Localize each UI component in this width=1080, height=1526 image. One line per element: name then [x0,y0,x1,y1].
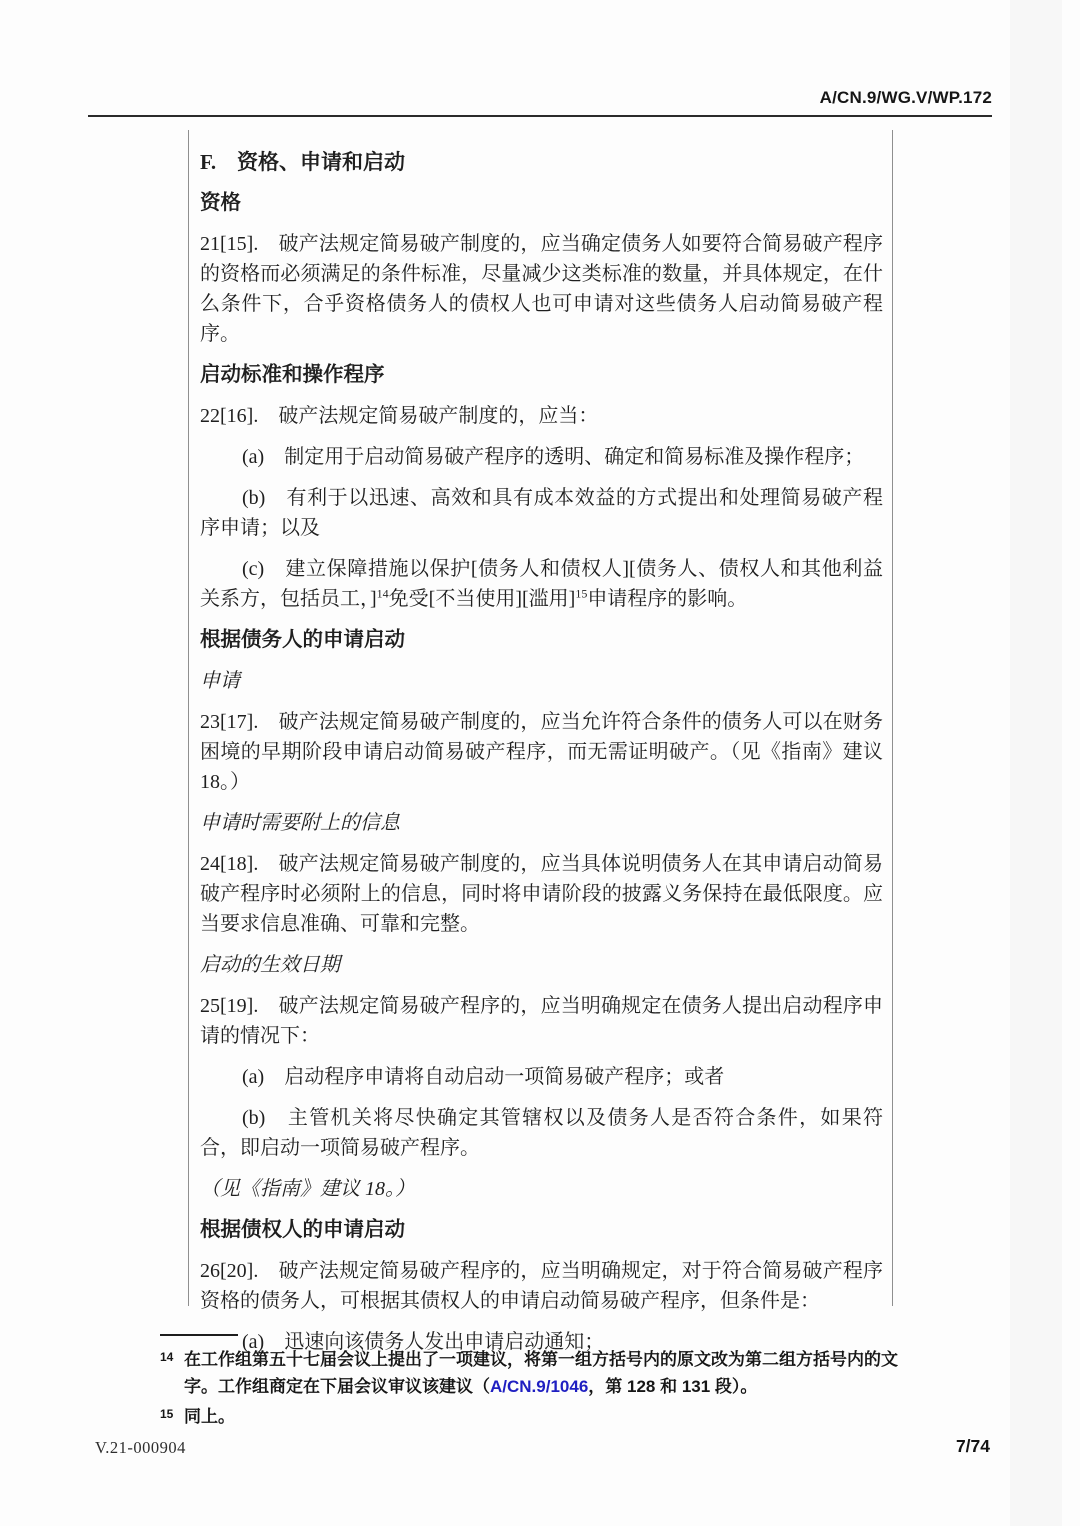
heading-commencement-standards: 启动标准和操作程序 [200,364,385,386]
paragraph-21: 21[15]. 破产法规定简易破产制度的，应当确定债务人如要符合简易破产程序的资格而必须满足的条件标准，尽量减少这类标准的数量，并具体规定，在什么条件下，合乎资格债务人的债权人也可申请对这些债务人启动简易破产程序。 [200,233,883,345]
content-area [188,130,893,1353]
footnote-14-document-link[interactable]: A/CN.9/1046 [490,1377,589,1396]
paragraph-22b: (b) 有利于以迅速、高效和具有成本效益的方式提出和处理简易破产程序申请；以及 [200,487,883,539]
heading-eligibility: 资格 [200,192,241,214]
footnote-ref-15: 15 [575,586,588,601]
page-number: 7/74 [955,1436,990,1456]
footnote-ref-14: 14 [376,586,389,601]
footnote-14 [158,1346,898,1400]
guide-reference: （见《指南》建议 18。） [200,1178,415,1200]
subheading-effective-date: 启动的生效日期 [200,954,340,976]
footnote-15 [158,1403,898,1430]
document-number: V.21-000904 [95,1438,186,1457]
section-heading [200,147,883,177]
heading-debtor-application: 根据债务人的申请启动 [200,629,405,651]
paragraph-22c [200,554,883,614]
paragraph-22c-text: 免受[不当使用][滥用] [388,588,576,610]
footnote-14-text: 在工作组第五十七届会议上提出了一项建议，将第一组方括号内的原文改为第二组方括号内的文字。工作组商定在下届会议审议该建议（ [184,1350,898,1396]
document-symbol: A/CN.9/WG.V/WP.172 [88,88,992,117]
paragraph-23: 23[17]. 破产法规定简易破产制度的，应当允许符合条件的债务人可以在财务困境的早期阶段申请启动简易破产程序，而无需证明破产。（见《指南》建议 18。） [200,711,883,793]
paragraph-22c-text: (c) 建立保障措施以保护[债务人和债权人][债务人、债权人和其他利益关系方，包括员工，] [200,558,883,610]
footnote-14-text: ，第 128 和 131 段）。 [588,1377,758,1396]
footnote-14-marker: 14 [160,1350,174,1364]
paragraph-25a: (a) 启动程序申请将自动启动一项简易破产程序；或者 [242,1066,725,1088]
heading-creditor-application: 根据债权人的申请启动 [200,1219,405,1241]
subheading-application: 申请 [200,670,240,692]
paragraph-22c-text: 申请程序的影响。 [587,588,748,610]
footnote-15-text: 同上。 [184,1407,235,1426]
paragraph-25: 25[19]. 破产法规定简易破产程序的，应当明确规定在债务人提出启动程序申请的情况下： [200,995,883,1047]
footnote-separator-rule [160,1334,238,1336]
paragraph-22a: (a) 制定用于启动简易破产程序的透明、确定和简易标准及操作程序； [242,446,865,468]
subheading-information: 申请时需要附上的信息 [200,812,400,834]
section-title: 资格、申请和启动 [237,150,405,174]
paragraph-25b: (b) 主管机关将尽快确定其管辖权以及债务人是否符合条件，如果符合，即启动一项简易破产程序。 [200,1107,883,1159]
footnote-15-marker: 15 [160,1407,174,1421]
section-letter: F. [200,150,217,174]
footnotes-section [158,1334,898,1433]
paragraph-26a: (a) 迅速向该债务人发出申请启动通知； [242,1331,605,1353]
paragraph-26: 26[20]. 破产法规定简易破产程序的，应当明确规定，对于符合简易破产程序资格的债务人，可根据其债权人的申请启动简易破产程序，但条件是： [200,1260,883,1312]
paragraph-22: 22[16]. 破产法规定简易破产制度的，应当： [200,405,599,427]
paragraph-24: 24[18]. 破产法规定简易破产制度的，应当具体说明债务人在其申请启动简易破产程序时必须附上的信息，同时将申请阶段的披露义务保持在最低限度。应当要求信息准确、可靠和完整。 [200,853,883,935]
